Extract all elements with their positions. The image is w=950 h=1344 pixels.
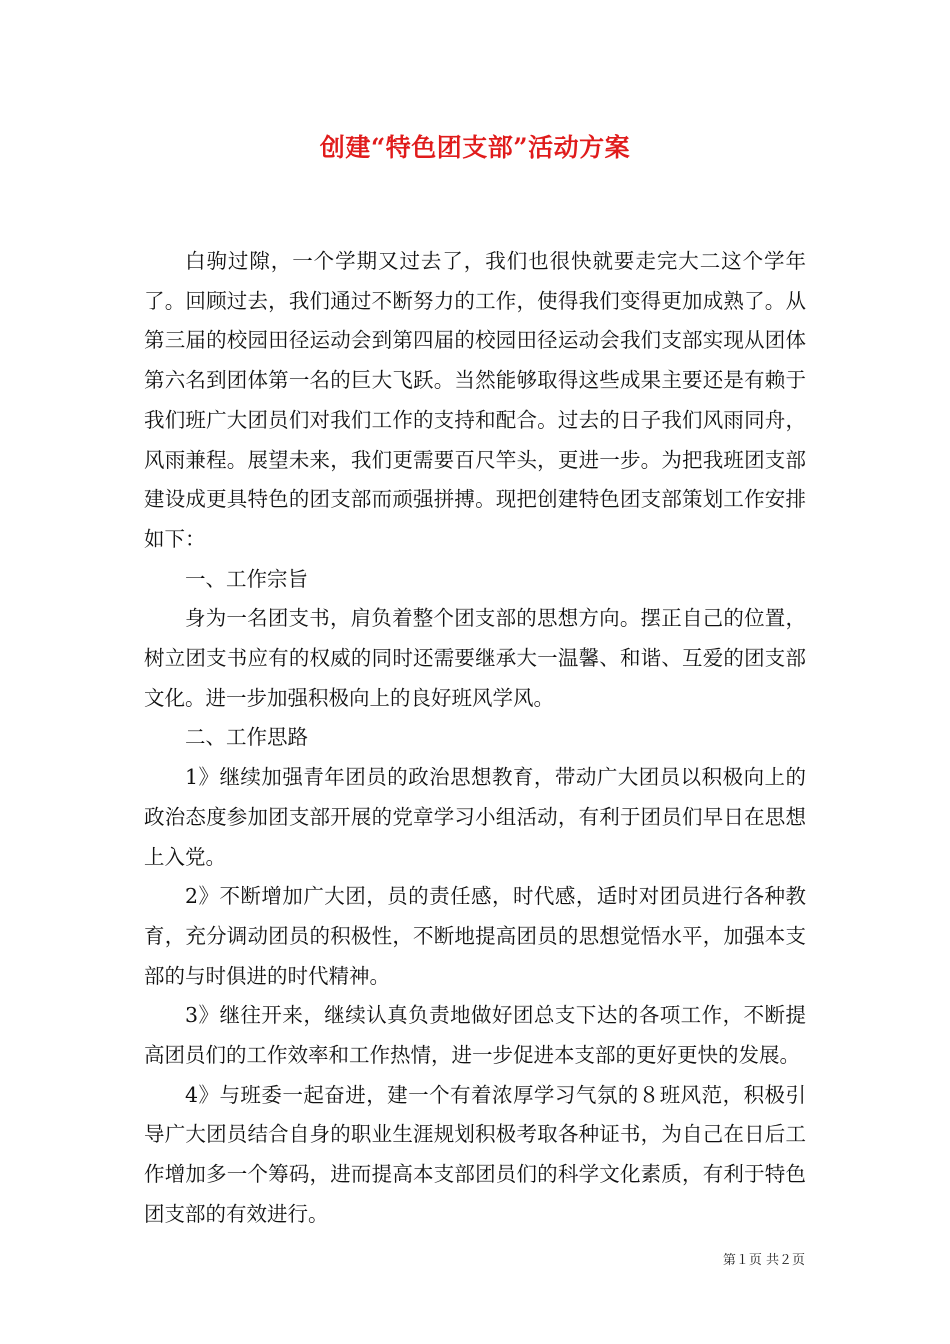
intro-paragraph: 白驹过隙，一个学期又过去了，我们也很快就要走完大二这个学年了。回顾过去，我们通过不断努力的工作，使得我们变得更加成熟了。从第三届的校园田径运动会到第四届的校园田径运动会我们支部实现从团体第六名到团体第一名的巨大飞跃。当然能够取得这些成果主要还是有赖于我们班广大团员们对我们工作的支持和配合。过去的日子我们风雨同舟，风雨兼程。展望未来，我们更需要百尺竿头，更进一步。为把我班团支部建设成更具特色的团支部而顽强拼搏。现把创建特色团支部策划工作安排如下： — [144, 249, 806, 551]
document-title: 创建“特色团支部”活动方案 — [319, 133, 631, 162]
approach-item-4: 4》与班委一起奋进，建一个有着浓厚学习气氛的８班风范，积极引导广大团员结合自身的职业生涯规划积极考取各种证书，为自己在日后工作增加多一个筹码，进而提高本支部团员们的科学文化素质，有利于特色团支部的有效进行。 — [144, 1082, 806, 1226]
section-heading-purpose: 一、工作宗旨 — [185, 566, 308, 591]
document-body — [144, 242, 806, 1235]
approach-item-1: 1》继续加强青年团员的政治思想教育，带动广大团员以积极向上的政治态度参加团支部开展的党章学习小组活动，有利于团员们早日在思想上入党。 — [144, 765, 806, 869]
approach-item-2: 2》不断增加广大团，员的责任感，时代感，适时对团员进行各种教育，充分调动团员的积极性，不断地提高团员的思想觉悟水平，加强本支部的与时俱进的时代精神。 — [144, 884, 806, 988]
purpose-paragraph: 身为一名团支书，肩负着整个团支部的思想方向。摆正自己的位置，树立团支书应有的权威的同时还需要继承大一温馨、和谐、互爱的团支部文化。进一步加强积极向上的良好班风学风。 — [144, 606, 806, 710]
page-number-footer: 第１页 共２页 — [722, 1253, 805, 1268]
approach-item-3: 3》继往开来，继续认真负责地做好团总支下达的各项工作，不断提高团员们的工作效率和工作热情，进一步促进本支部的更好更快的发展。 — [144, 1003, 806, 1068]
section-heading-approach: 二、工作思路 — [185, 725, 308, 750]
